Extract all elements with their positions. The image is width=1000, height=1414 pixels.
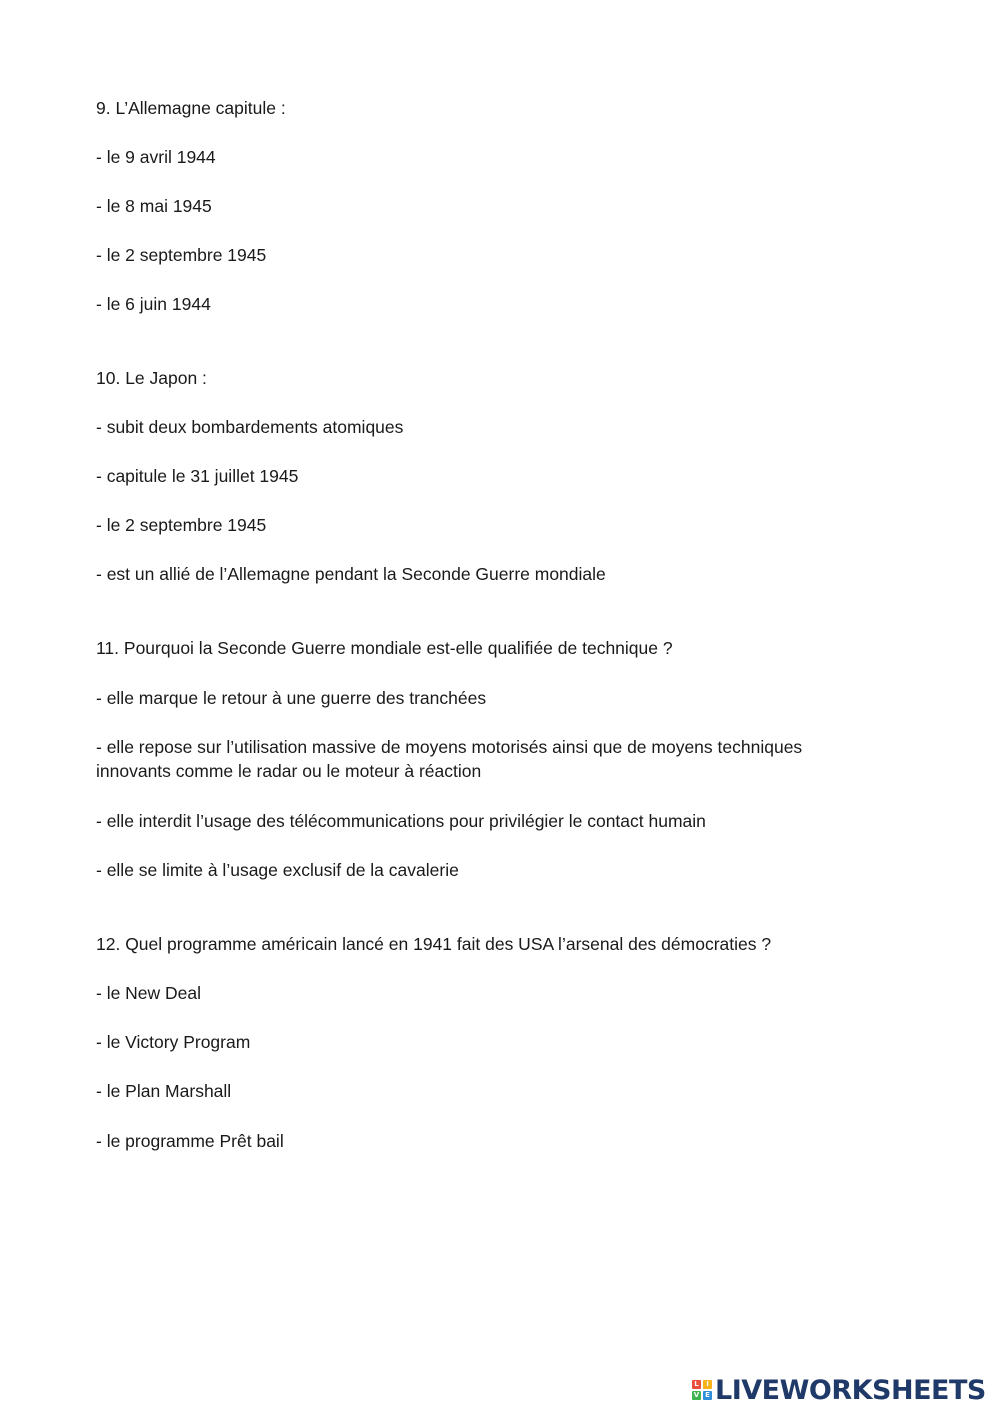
question-9-option-4[interactable]: - le 6 juin 1944	[96, 294, 211, 314]
question-11-title: 11. Pourquoi la Seconde Guerre mondiale est-elle qualifiée de technique ?	[96, 638, 673, 658]
question-10-option-2[interactable]: - capitule le 31 juillet 1945	[96, 466, 299, 486]
question-9-title: 9. L’Allemagne capitule :	[96, 98, 286, 118]
logo-square-v: V	[693, 1391, 700, 1399]
question-9-option-2[interactable]: - le 8 mai 1945	[96, 196, 212, 216]
logo-mark-icon	[692, 1380, 712, 1400]
question-10-option-4[interactable]: - est un allié de l’Allemagne pendant la Seconde Guerre mondiale	[96, 564, 606, 584]
logo-square-e: E	[703, 1391, 712, 1400]
question-10-title: 10. Le Japon :	[96, 368, 207, 388]
question-12-option-3[interactable]: - le Plan Marshall	[96, 1081, 232, 1101]
logo-square-i: I	[703, 1380, 712, 1389]
liveworksheets-logo	[692, 1376, 986, 1404]
question-10-option-1[interactable]: - subit deux bombardements atomiques	[96, 417, 404, 437]
question-12-option-1[interactable]: - le New Deal	[96, 983, 202, 1003]
question-12-option-4[interactable]: - le programme Prêt bail	[96, 1131, 284, 1151]
question-9-option-1[interactable]: - le 9 avril 1944	[96, 147, 216, 167]
logo-text: LIVEWORKSHEETS	[715, 1374, 986, 1406]
question-11-option-4[interactable]: - elle se limite à l’usage exclusif de la cavalerie	[96, 860, 459, 880]
question-12-title: 12. Quel programme américain lancé en 1941 fait des USA l’arsenal des démocraties ?	[96, 934, 772, 954]
question-12-option-2[interactable]: - le Victory Program	[96, 1032, 251, 1052]
question-11-option-3[interactable]: - elle interdit l’usage des télécommunications pour privilégier le contact humain	[96, 811, 706, 831]
question-11-option-2[interactable]: - elle repose sur l’utilisation massive de moyens motorisés ainsi que de moyens techniques innovants comme le radar ou le moteur à réaction	[96, 737, 803, 781]
question-10-option-3[interactable]: - le 2 septembre 1945	[96, 515, 267, 535]
logo-square-l: L	[692, 1380, 701, 1389]
question-9-option-3[interactable]: - le 2 septembre 1945	[96, 245, 267, 265]
question-11-option-1[interactable]: - elle marque le retour à une guerre des tranchées	[96, 688, 487, 708]
